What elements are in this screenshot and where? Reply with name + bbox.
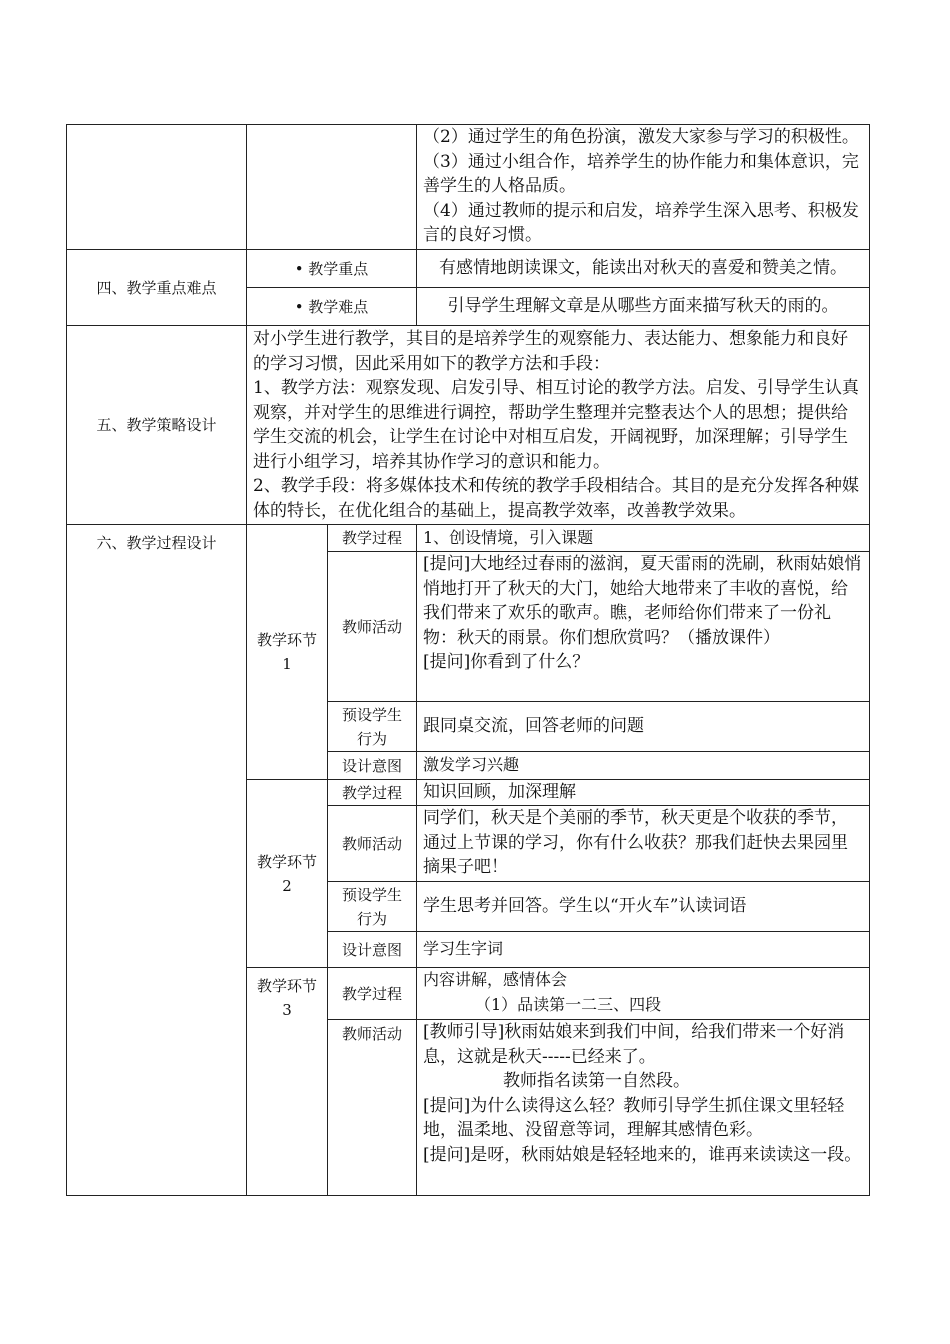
stage3-process-title: 内容讲解，感情体会 (423, 970, 568, 989)
stage1-intent-label: 设计意图 (328, 752, 417, 780)
stage1-teacher-question1: [提问]大地经过春雨的滋润，夏天雷雨的洗刷，秋雨姑娘悄悄地打开了秋天的大门，她给大地带来了丰收的喜悦，给我们带来了欢乐的歌声。瞧，老师给你们带来了一份礼物：秋天的雨景。你们想欣赏吗？（播放课件） (423, 554, 862, 648)
key-point-text: 有感情地朗读课文，能读出对秋天的喜爱和赞美之情。 (417, 250, 870, 288)
stage1-process-label: 教学过程 (328, 525, 417, 552)
stage2-student: 学生思考并回答。学生以“开火车”认读词语 (417, 882, 870, 932)
section3-objectives (417, 125, 870, 250)
stage3-teacher-question1: [提问]为什么读得这么轻？教师引导学生抓住课文里轻轻地，温柔地、没留意等词，理解其感情色彩。 (423, 1095, 845, 1140)
stage1-teacher (417, 552, 870, 702)
difficulty-label: • 教学难点 (247, 288, 417, 326)
stage3-teacher-label: 教师活动 (328, 1020, 417, 1196)
strategy-methods: 1、教学方法：观察发现、启发引导、相互讨论的教学方法。启发、引导学生认真观察，并对学生的思维进行调控，帮助学生整理并完整表达个人的思想；提供给学生交流的机会，让学生在讨论中对相互启发，开阔视野，加深理解；引导学生进行小组学习，培养其协作学习的意识和能力。 (253, 378, 859, 472)
stage2-intent-label: 设计意图 (328, 932, 417, 968)
stage1-teacher-label: 教师活动 (328, 552, 417, 702)
stage3-teacher-read: 教师指名读第一自然段。 (503, 1071, 690, 1091)
stage3-name: 教学环节 3 (247, 968, 328, 1196)
stage2-intent: 学习生字词 (417, 932, 870, 968)
stage3-process (417, 968, 870, 1020)
section5-body (247, 326, 870, 525)
section4-title: 四、教学重点难点 (67, 250, 247, 326)
stage2-name: 教学环节 2 (247, 780, 328, 968)
stage2-teacher-label: 教师活动 (328, 806, 417, 882)
stage1-teacher-question2: [提问]你看到了什么？ (423, 652, 590, 672)
stage3-process-sub: （1）品读第一二三、四段 (475, 994, 662, 1014)
stage2-student-label: 预设学生行为 (328, 882, 417, 932)
difficulty-text: 引导学生理解文章是从哪些方面来描写秋天的雨的。 (417, 288, 870, 326)
stage1-process: 1、创设情境，引入课题 (417, 525, 870, 552)
stage3-teacher-question2: [提问]是呀，秋雨姑娘是轻轻地来的，谁再来读读这一段。 (423, 1144, 862, 1165)
section5-title: 五、教学策略设计 (67, 326, 247, 525)
objective-2: （2）通过学生的角色扮演，激发大家参与学习的积极性。 (423, 127, 859, 147)
key-point-label: • 教学重点 (247, 250, 417, 288)
stage1-student: 跟同桌交流，回答老师的问题 (417, 702, 870, 752)
stage2-teacher: 同学们，秋天是个美丽的季节，秋天更是个收获的季节，通过上节课的学习，你有什么收获？那我们赶快去果园里摘果子吧！ (417, 806, 870, 882)
objective-3: （3）通过小组合作，培养学生的协作能力和集体意识，完善学生的人格品质。 (423, 151, 859, 196)
lesson-plan-table (66, 124, 870, 1196)
stage2-process-label: 教学过程 (328, 780, 417, 806)
stage1-student-label: 预设学生行为 (328, 702, 417, 752)
stage3-process-label: 教学过程 (328, 968, 417, 1020)
section3-sub-cell (247, 125, 417, 250)
stage1-intent: 激发学习兴趣 (417, 752, 870, 780)
stage2-process: 知识回顾，加深理解 (417, 780, 870, 806)
strategy-means: 2、教学手段：将多媒体技术和传统的教学手段相结合。其目的是充分发挥各种媒体的特长，在优化组合的基础上，提高教学效率，改善教学效果。 (253, 476, 859, 521)
stage3-teacher-guide: [教师引导]秋雨姑娘来到我们中间，给我们带来一个好消息，这就是秋天-----已经来了。 (423, 1022, 845, 1067)
stage3-teacher (417, 1020, 870, 1196)
section6-title: 六、教学过程设计 (67, 525, 247, 1196)
stage1-name: 教学环节 1 (247, 525, 328, 780)
section3-label-cell (67, 125, 247, 250)
strategy-intro: 对小学生进行教学，其目的是培养学生的观察能力、表达能力、想象能力和良好的学习习惯，因此采用如下的教学方法和手段： (253, 329, 848, 374)
objective-4: （4）通过教师的提示和启发，培养学生深入思考、积极发言的良好习惯。 (423, 200, 859, 245)
